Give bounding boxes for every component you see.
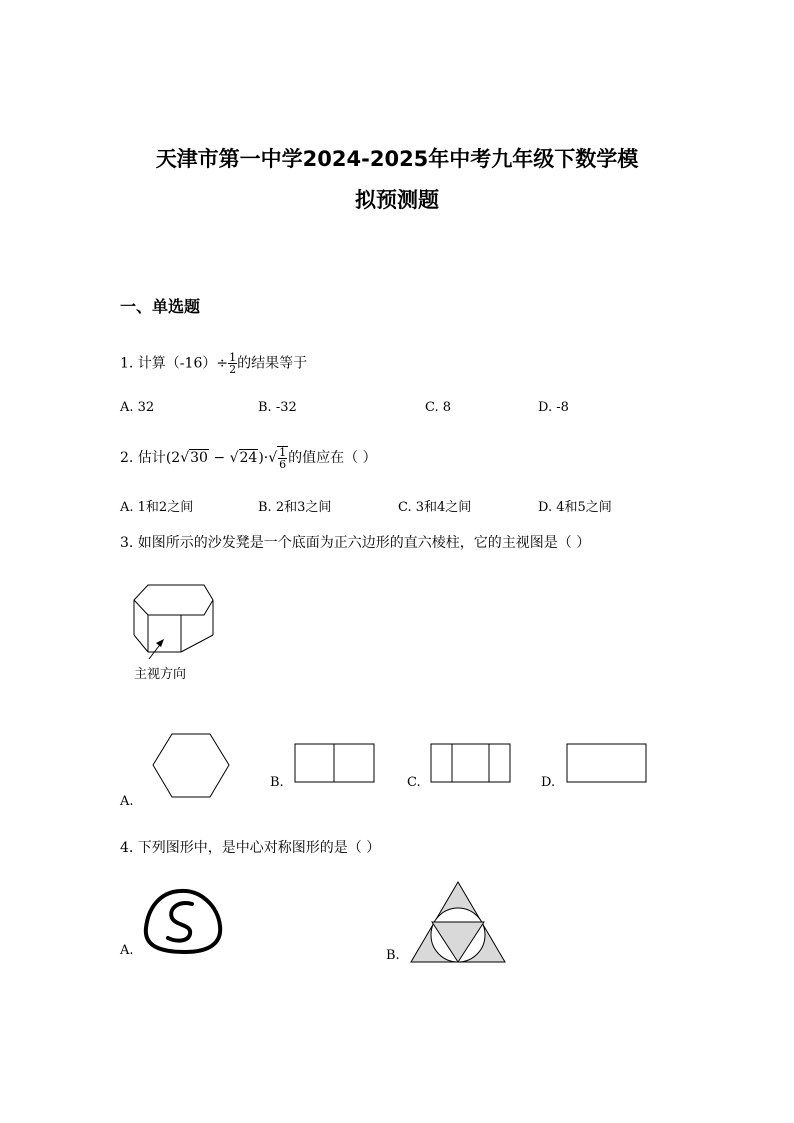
q2-option-c[interactable]: C. 3和4之间 [398, 500, 472, 515]
question-3: 3. 如图所示的沙发凳是一个底面为正六边形的直六棱柱，它的主视图是（ ） [120, 535, 591, 551]
q1-fraction [228, 352, 237, 375]
question-4: 4. 下列图形中，是中心对称图形的是（ ） [120, 840, 381, 856]
view-direction-arrow-icon [149, 639, 164, 659]
q4-option-b-triangle-circle[interactable] [410, 880, 508, 964]
q1-frac-den: 2 [229, 363, 237, 376]
q3-option-b-label[interactable]: B. [270, 775, 284, 790]
q2-fraction [277, 446, 288, 470]
q3-option-a-hexagon[interactable] [152, 732, 232, 800]
q2-radicand-2: 24 [239, 450, 258, 466]
q2-frac-den: 6 [279, 458, 287, 471]
q1-option-a[interactable]: A. 32 [120, 400, 155, 415]
q2-option-d[interactable]: D. 4和5之间 [538, 500, 612, 515]
q3-option-c-rect-three-parts[interactable] [430, 743, 512, 783]
q1-frac-num: 1 [229, 351, 237, 364]
q2-radicand-1: 30 [190, 450, 208, 466]
q2-minus: − [208, 450, 230, 466]
q1-suffix: 的结果等于 [237, 355, 308, 372]
q3-option-c-label[interactable]: C. [407, 775, 421, 790]
q3-option-d-label[interactable]: D. [541, 775, 556, 790]
q2-prefix: 2. 估计 [120, 450, 166, 466]
page-title-line1: 天津市第一中学2024-2025年中考九年级下数学模 [155, 147, 639, 171]
q2-suffix: 的值应在（ ） [288, 450, 377, 466]
q1-prefix: 1. 计算（-16）÷ [120, 355, 229, 372]
page-title-line2: 拟预测题 [355, 188, 439, 212]
q4-option-b-label[interactable]: B. [386, 948, 400, 963]
q1-option-d[interactable]: D. -8 [538, 400, 569, 415]
q2-frac-num: 1 [279, 446, 287, 459]
question-1 [120, 352, 307, 375]
q1-option-b[interactable]: B. -32 [258, 400, 297, 415]
question-2: 2. 估计(2√30 − √24)·√ $\frac{1}{6}$ 的值应在（ ） [120, 446, 377, 471]
q2-expr-close: )· [258, 450, 269, 466]
q3-option-b-rect-two-parts[interactable] [294, 743, 376, 783]
q4-option-a-label[interactable]: A. [120, 943, 134, 958]
q4-option-a-s-shape-logo[interactable] [140, 886, 226, 956]
hexagonal-prism-figure [126, 580, 221, 660]
q2-option-b[interactable]: B. 2和3之间 [258, 500, 332, 515]
q3-option-d-rect[interactable] [566, 743, 648, 783]
figure-caption: 主视方向 [134, 667, 187, 682]
section-heading: 一、单选题 [120, 297, 201, 316]
q2-expr-open: (2 [165, 450, 181, 466]
q2-option-a[interactable]: A. 1和2之间 [120, 500, 194, 515]
q1-option-c[interactable]: C. 8 [425, 400, 452, 415]
q3-option-a-label[interactable]: A. [120, 794, 134, 809]
